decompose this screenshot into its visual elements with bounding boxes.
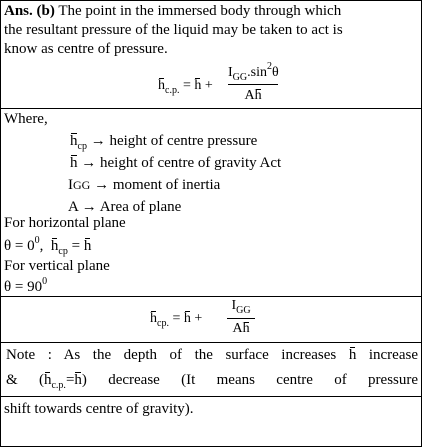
- vertical-plane-label: For vertical plane: [4, 258, 110, 274]
- formula2-numerator: $I_{GG}$: [231, 298, 251, 316]
- answer-line-3: know as centre of pressure.: [4, 41, 168, 57]
- formula2-lhs: $h_{cp.} = h$ +: [150, 311, 203, 329]
- formula1-plus: +: [204, 78, 213, 93]
- note-line-2: & $(h_{c.p.}=h)$ decrease (It means centre of pressure: [6, 372, 419, 391]
- section-divider: [0, 342, 422, 343]
- note-line-1: Note : As the depth of the surface increases h increase: [6, 347, 418, 363]
- formula2-fraction-bar: [227, 318, 255, 319]
- formula1-equals: =: [182, 78, 191, 93]
- arrow-icon: →: [81, 199, 97, 215]
- formula1-numerator: $I_{GG}.\sin^2\theta$: [228, 61, 279, 83]
- where-label: Where,: [4, 111, 48, 127]
- formula1-cp-subscript: c.p.: [165, 85, 180, 96]
- formula2-denominator: Ah: [232, 321, 250, 336]
- section-divider: [0, 108, 422, 109]
- definition-area: A → Area of plane: [68, 199, 182, 215]
- horizontal-plane-condition: $\theta = 0^0$, $h_{cp} = h$: [4, 235, 92, 257]
- answer-text-1: The point in the immersed body through which: [58, 3, 342, 19]
- note-line-3: shift towards centre of gravity).: [4, 401, 194, 417]
- formula1-denominator: Ah: [244, 88, 262, 103]
- definition-h-bar: h → height of centre of gravity Act: [70, 155, 282, 171]
- answer-line-1: [4, 2, 341, 20]
- horizontal-plane-label: For horizontal plane: [4, 215, 126, 231]
- arrow-icon: →: [81, 155, 97, 171]
- answer-label: Ans. (b): [4, 3, 55, 19]
- answer-line-2: the resultant pressure of the liquid may be taken to act is: [4, 22, 343, 38]
- section-divider: [0, 296, 422, 297]
- formula1-fraction-bar: [228, 84, 278, 85]
- formula1-h-cp: h: [158, 78, 165, 93]
- arrow-icon: →: [94, 177, 110, 193]
- formula1-h-bar: h: [194, 78, 202, 93]
- definition-h-cp: $h_{cp}$ → height of centre pressure: [70, 133, 258, 152]
- vertical-plane-condition: $\theta = 90^0$: [4, 276, 48, 295]
- section-divider: [0, 396, 422, 397]
- formula1-lhs: [158, 77, 213, 96]
- arrow-icon: →: [90, 133, 106, 149]
- definition-i-gg: IGG → moment of inertia: [68, 177, 221, 193]
